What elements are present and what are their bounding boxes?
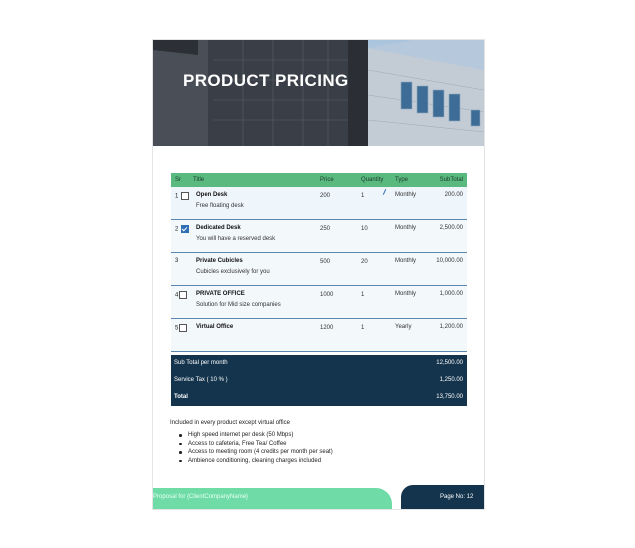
row-checkbox[interactable] bbox=[181, 192, 189, 200]
header-title: Title bbox=[193, 177, 205, 183]
row-type: Monthly bbox=[395, 225, 417, 231]
sr-number: 4 bbox=[175, 292, 179, 299]
row-checkbox[interactable] bbox=[179, 291, 187, 299]
row-price: 500 bbox=[320, 259, 331, 265]
tax-row bbox=[171, 372, 467, 389]
header-subtotal: SubTotal bbox=[439, 177, 463, 183]
row-subtotal: 2,500.00 bbox=[439, 225, 463, 231]
row-quantity: 20 bbox=[361, 259, 368, 265]
hero-banner bbox=[153, 40, 484, 146]
total-value: 13,750.00 bbox=[436, 394, 463, 400]
row-sr bbox=[175, 192, 189, 200]
table-row bbox=[171, 253, 467, 286]
list-item: High speed internet per desk (50 Mbps) bbox=[188, 432, 333, 441]
row-title: Dedicated Desk bbox=[196, 225, 241, 231]
row-subtotal: 200.00 bbox=[444, 192, 463, 198]
table-row bbox=[171, 187, 467, 220]
footer-page-band bbox=[401, 485, 484, 509]
tax-label: Service Tax ( 10 % ) bbox=[174, 377, 228, 383]
sr-number: 3 bbox=[175, 258, 179, 264]
row-price: 1200 bbox=[320, 325, 334, 331]
row-subtotal: 10,000.00 bbox=[436, 258, 463, 264]
row-checkbox-checked[interactable] bbox=[181, 225, 189, 233]
pricing-table bbox=[171, 173, 467, 352]
sr-number: 2 bbox=[175, 226, 179, 233]
building-photo bbox=[153, 40, 484, 146]
sr-number: 5 bbox=[175, 325, 179, 332]
row-type: Yearly bbox=[395, 324, 412, 330]
list-item: Access to meeting room (4 credits per month per seat) bbox=[188, 449, 333, 458]
page-number: Page No: 12 bbox=[440, 494, 474, 500]
row-sr bbox=[175, 291, 187, 299]
subtotal-value: 12,500.00 bbox=[436, 360, 463, 366]
subtotal-label: Sub Total per month bbox=[174, 360, 228, 366]
row-description: Solution for Mid size companies bbox=[196, 302, 281, 308]
row-sr bbox=[175, 324, 187, 332]
tax-value: 1,250.00 bbox=[439, 377, 463, 383]
row-quantity: 10 bbox=[361, 226, 368, 232]
table-row bbox=[171, 319, 467, 352]
row-description: Free floating desk bbox=[196, 203, 244, 209]
row-price: 1000 bbox=[320, 292, 334, 298]
row-description: Cubicles exclusively for you bbox=[196, 269, 270, 275]
row-description: You will have a reserved desk bbox=[196, 236, 276, 242]
header-quantity: Quantity bbox=[361, 177, 384, 183]
row-quantity: 1 bbox=[361, 292, 365, 298]
included-heading: Included in every product except virtual office bbox=[170, 420, 290, 426]
cell-edit-mark bbox=[383, 189, 386, 195]
row-price: 250 bbox=[320, 226, 331, 232]
row-subtotal: 1,000.00 bbox=[439, 291, 463, 297]
totals-block bbox=[171, 355, 467, 406]
subtotal-row bbox=[171, 355, 467, 372]
table-row bbox=[171, 286, 467, 319]
row-subtotal: 1,200.00 bbox=[439, 324, 463, 330]
table-header bbox=[171, 173, 467, 187]
proposal-page bbox=[153, 40, 484, 509]
row-title: PRIVATE OFFICE bbox=[196, 291, 245, 297]
sr-number: 1 bbox=[175, 193, 179, 200]
row-title: Open Desk bbox=[196, 192, 228, 198]
list-item: Access to cafeteria, Free Tea/ Coffee bbox=[188, 441, 333, 450]
footer-proposal-band bbox=[153, 488, 392, 509]
footer-proposal-text: Proposal for {ClientCompanyName} bbox=[153, 494, 249, 500]
total-label: Total bbox=[174, 394, 188, 400]
row-sr bbox=[175, 225, 189, 233]
row-type: Monthly bbox=[395, 192, 417, 198]
row-type: Monthly bbox=[395, 291, 417, 297]
row-type: Monthly bbox=[395, 258, 417, 264]
row-title: Virtual Office bbox=[196, 324, 234, 330]
row-quantity: 1 bbox=[361, 325, 365, 331]
page-title: PRODUCT PRICING bbox=[183, 71, 349, 90]
header-type: Type bbox=[395, 177, 409, 183]
row-quantity: 1 bbox=[361, 193, 365, 199]
row-price: 200 bbox=[320, 193, 331, 199]
list-item: Ambience conditioning, cleaning charges included bbox=[188, 458, 333, 467]
row-checkbox[interactable] bbox=[179, 324, 187, 332]
table-row bbox=[171, 220, 467, 253]
included-list bbox=[188, 432, 333, 466]
header-sr: Sr bbox=[175, 177, 181, 183]
row-title: Private Cubicles bbox=[196, 258, 243, 264]
total-row bbox=[171, 389, 467, 406]
header-price: Price bbox=[320, 177, 334, 183]
